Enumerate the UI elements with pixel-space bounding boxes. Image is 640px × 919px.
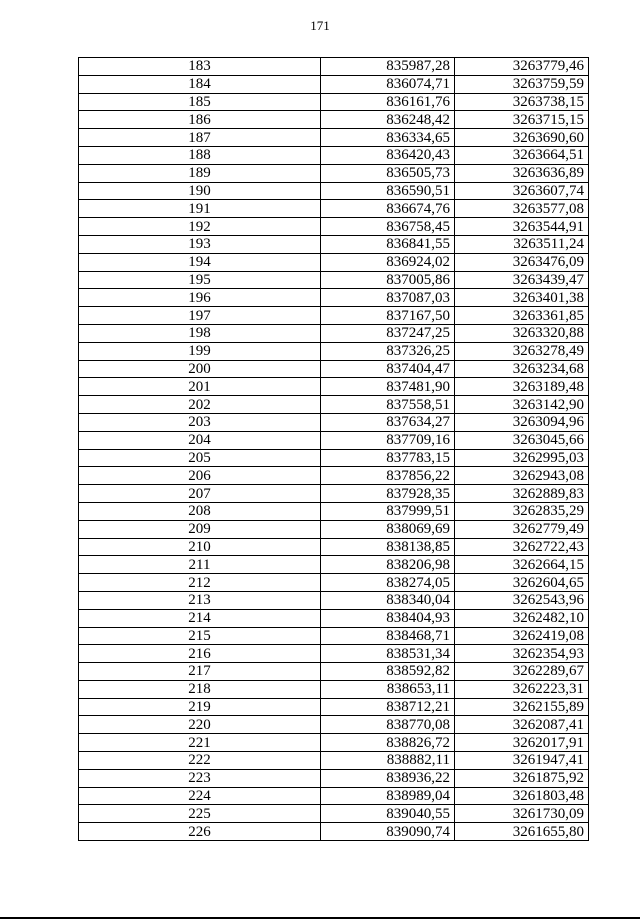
point-number-cell: 216 bbox=[79, 645, 321, 663]
table-row bbox=[79, 823, 589, 841]
table-row bbox=[79, 627, 589, 645]
x-coordinate-cell: 837326,25 bbox=[321, 342, 455, 360]
table-row bbox=[79, 378, 589, 396]
table-row bbox=[79, 787, 589, 805]
y-coordinate-cell: 3263636,89 bbox=[455, 164, 589, 182]
point-number-cell: 217 bbox=[79, 663, 321, 681]
x-coordinate-cell: 835987,28 bbox=[321, 58, 455, 76]
x-coordinate-cell: 839090,74 bbox=[321, 823, 455, 841]
table-row bbox=[79, 93, 589, 111]
table-row bbox=[79, 413, 589, 431]
table-row bbox=[79, 289, 589, 307]
table-row bbox=[79, 769, 589, 787]
y-coordinate-cell: 3263189,48 bbox=[455, 378, 589, 396]
x-coordinate-cell: 838340,04 bbox=[321, 591, 455, 609]
point-number-cell: 222 bbox=[79, 752, 321, 770]
x-coordinate-cell: 836334,65 bbox=[321, 129, 455, 147]
x-coordinate-cell: 836505,73 bbox=[321, 164, 455, 182]
table-row bbox=[79, 360, 589, 378]
table-row bbox=[79, 431, 589, 449]
y-coordinate-cell: 3262482,10 bbox=[455, 609, 589, 627]
table-row bbox=[79, 324, 589, 342]
x-coordinate-cell: 837005,86 bbox=[321, 271, 455, 289]
x-coordinate-cell: 838274,05 bbox=[321, 574, 455, 592]
y-coordinate-cell: 3262543,96 bbox=[455, 591, 589, 609]
y-coordinate-cell: 3263779,46 bbox=[455, 58, 589, 76]
point-number-cell: 189 bbox=[79, 164, 321, 182]
table-row bbox=[79, 609, 589, 627]
y-coordinate-cell: 3262017,91 bbox=[455, 734, 589, 752]
point-number-cell: 211 bbox=[79, 556, 321, 574]
x-coordinate-cell: 837087,03 bbox=[321, 289, 455, 307]
y-coordinate-cell: 3263278,49 bbox=[455, 342, 589, 360]
x-coordinate-cell: 836758,45 bbox=[321, 218, 455, 236]
x-coordinate-cell: 836420,43 bbox=[321, 146, 455, 164]
point-number-cell: 185 bbox=[79, 93, 321, 111]
table-row bbox=[79, 485, 589, 503]
point-number-cell: 186 bbox=[79, 111, 321, 129]
x-coordinate-cell: 838069,69 bbox=[321, 520, 455, 538]
point-number-cell: 187 bbox=[79, 129, 321, 147]
point-number-cell: 194 bbox=[79, 253, 321, 271]
y-coordinate-cell: 3262664,15 bbox=[455, 556, 589, 574]
y-coordinate-cell: 3261655,80 bbox=[455, 823, 589, 841]
table-row bbox=[79, 342, 589, 360]
table-row bbox=[79, 556, 589, 574]
y-coordinate-cell: 3263715,15 bbox=[455, 111, 589, 129]
coordinates-table bbox=[78, 57, 589, 841]
x-coordinate-cell: 837783,15 bbox=[321, 449, 455, 467]
point-number-cell: 198 bbox=[79, 324, 321, 342]
table-row bbox=[79, 111, 589, 129]
point-number-cell: 195 bbox=[79, 271, 321, 289]
y-coordinate-cell: 3262943,08 bbox=[455, 467, 589, 485]
x-coordinate-cell: 838712,21 bbox=[321, 698, 455, 716]
x-coordinate-cell: 836248,42 bbox=[321, 111, 455, 129]
table-row bbox=[79, 734, 589, 752]
point-number-cell: 190 bbox=[79, 182, 321, 200]
point-number-cell: 220 bbox=[79, 716, 321, 734]
x-coordinate-cell: 837856,22 bbox=[321, 467, 455, 485]
point-number-cell: 223 bbox=[79, 769, 321, 787]
table-row bbox=[79, 520, 589, 538]
y-coordinate-cell: 3262995,03 bbox=[455, 449, 589, 467]
x-coordinate-cell: 837404,47 bbox=[321, 360, 455, 378]
x-coordinate-cell: 836074,71 bbox=[321, 75, 455, 93]
table-row bbox=[79, 698, 589, 716]
point-number-cell: 206 bbox=[79, 467, 321, 485]
x-coordinate-cell: 837709,16 bbox=[321, 431, 455, 449]
x-coordinate-cell: 836590,51 bbox=[321, 182, 455, 200]
point-number-cell: 188 bbox=[79, 146, 321, 164]
y-coordinate-cell: 3263320,88 bbox=[455, 324, 589, 342]
table-row bbox=[79, 502, 589, 520]
table-row bbox=[79, 752, 589, 770]
y-coordinate-cell: 3263234,68 bbox=[455, 360, 589, 378]
y-coordinate-cell: 3263607,74 bbox=[455, 182, 589, 200]
y-coordinate-cell: 3262087,41 bbox=[455, 716, 589, 734]
coordinates-table-body bbox=[79, 58, 589, 841]
point-number-cell: 215 bbox=[79, 627, 321, 645]
x-coordinate-cell: 836924,02 bbox=[321, 253, 455, 271]
y-coordinate-cell: 3263439,47 bbox=[455, 271, 589, 289]
y-coordinate-cell: 3262289,67 bbox=[455, 663, 589, 681]
y-coordinate-cell: 3261730,09 bbox=[455, 805, 589, 823]
table-row bbox=[79, 218, 589, 236]
point-number-cell: 207 bbox=[79, 485, 321, 503]
table-row bbox=[79, 467, 589, 485]
table-row bbox=[79, 716, 589, 734]
table-row bbox=[79, 591, 589, 609]
table-row bbox=[79, 75, 589, 93]
table-row bbox=[79, 182, 589, 200]
x-coordinate-cell: 838653,11 bbox=[321, 680, 455, 698]
y-coordinate-cell: 3262155,89 bbox=[455, 698, 589, 716]
point-number-cell: 225 bbox=[79, 805, 321, 823]
x-coordinate-cell: 838206,98 bbox=[321, 556, 455, 574]
x-coordinate-cell: 838936,22 bbox=[321, 769, 455, 787]
table-row bbox=[79, 680, 589, 698]
point-number-cell: 208 bbox=[79, 502, 321, 520]
table-row bbox=[79, 574, 589, 592]
x-coordinate-cell: 838989,04 bbox=[321, 787, 455, 805]
y-coordinate-cell: 3262779,49 bbox=[455, 520, 589, 538]
x-coordinate-cell: 839040,55 bbox=[321, 805, 455, 823]
y-coordinate-cell: 3263401,38 bbox=[455, 289, 589, 307]
table-row bbox=[79, 58, 589, 76]
point-number-cell: 184 bbox=[79, 75, 321, 93]
table-row bbox=[79, 129, 589, 147]
y-coordinate-cell: 3262722,43 bbox=[455, 538, 589, 556]
y-coordinate-cell: 3263094,96 bbox=[455, 413, 589, 431]
point-number-cell: 191 bbox=[79, 200, 321, 218]
x-coordinate-cell: 838531,34 bbox=[321, 645, 455, 663]
y-coordinate-cell: 3262604,65 bbox=[455, 574, 589, 592]
x-coordinate-cell: 837167,50 bbox=[321, 307, 455, 325]
point-number-cell: 218 bbox=[79, 680, 321, 698]
table-row bbox=[79, 396, 589, 414]
table-row bbox=[79, 449, 589, 467]
x-coordinate-cell: 837247,25 bbox=[321, 324, 455, 342]
x-coordinate-cell: 836841,55 bbox=[321, 235, 455, 253]
x-coordinate-cell: 836161,76 bbox=[321, 93, 455, 111]
point-number-cell: 203 bbox=[79, 413, 321, 431]
x-coordinate-cell: 838468,71 bbox=[321, 627, 455, 645]
point-number-cell: 202 bbox=[79, 396, 321, 414]
y-coordinate-cell: 3262835,29 bbox=[455, 502, 589, 520]
point-number-cell: 196 bbox=[79, 289, 321, 307]
y-coordinate-cell: 3262419,08 bbox=[455, 627, 589, 645]
page-number: 171 bbox=[310, 18, 330, 33]
point-number-cell: 214 bbox=[79, 609, 321, 627]
x-coordinate-cell: 837558,51 bbox=[321, 396, 455, 414]
point-number-cell: 193 bbox=[79, 235, 321, 253]
table-row bbox=[79, 200, 589, 218]
y-coordinate-cell: 3263544,91 bbox=[455, 218, 589, 236]
point-number-cell: 219 bbox=[79, 698, 321, 716]
point-number-cell: 212 bbox=[79, 574, 321, 592]
y-coordinate-cell: 3262354,93 bbox=[455, 645, 589, 663]
y-coordinate-cell: 3263690,60 bbox=[455, 129, 589, 147]
point-number-cell: 200 bbox=[79, 360, 321, 378]
y-coordinate-cell: 3262223,31 bbox=[455, 680, 589, 698]
y-coordinate-cell: 3263361,85 bbox=[455, 307, 589, 325]
table-row bbox=[79, 146, 589, 164]
table-row bbox=[79, 253, 589, 271]
table-row bbox=[79, 663, 589, 681]
table-row bbox=[79, 538, 589, 556]
x-coordinate-cell: 837928,35 bbox=[321, 485, 455, 503]
table-row bbox=[79, 235, 589, 253]
x-coordinate-cell: 838770,08 bbox=[321, 716, 455, 734]
table-row bbox=[79, 271, 589, 289]
x-coordinate-cell: 836674,76 bbox=[321, 200, 455, 218]
table-row bbox=[79, 307, 589, 325]
y-coordinate-cell: 3263511,24 bbox=[455, 235, 589, 253]
point-number-cell: 199 bbox=[79, 342, 321, 360]
x-coordinate-cell: 838404,93 bbox=[321, 609, 455, 627]
y-coordinate-cell: 3263142,90 bbox=[455, 396, 589, 414]
y-coordinate-cell: 3263045,66 bbox=[455, 431, 589, 449]
point-number-cell: 183 bbox=[79, 58, 321, 76]
point-number-cell: 213 bbox=[79, 591, 321, 609]
y-coordinate-cell: 3262889,83 bbox=[455, 485, 589, 503]
point-number-cell: 192 bbox=[79, 218, 321, 236]
y-coordinate-cell: 3263476,09 bbox=[455, 253, 589, 271]
x-coordinate-cell: 838882,11 bbox=[321, 752, 455, 770]
y-coordinate-cell: 3263759,59 bbox=[455, 75, 589, 93]
point-number-cell: 197 bbox=[79, 307, 321, 325]
point-number-cell: 204 bbox=[79, 431, 321, 449]
y-coordinate-cell: 3261875,92 bbox=[455, 769, 589, 787]
x-coordinate-cell: 838826,72 bbox=[321, 734, 455, 752]
point-number-cell: 221 bbox=[79, 734, 321, 752]
point-number-cell: 226 bbox=[79, 823, 321, 841]
table-row bbox=[79, 164, 589, 182]
table-row bbox=[79, 805, 589, 823]
y-coordinate-cell: 3261947,41 bbox=[455, 752, 589, 770]
x-coordinate-cell: 837481,90 bbox=[321, 378, 455, 396]
point-number-cell: 224 bbox=[79, 787, 321, 805]
point-number-cell: 201 bbox=[79, 378, 321, 396]
x-coordinate-cell: 838592,82 bbox=[321, 663, 455, 681]
x-coordinate-cell: 837999,51 bbox=[321, 502, 455, 520]
y-coordinate-cell: 3263577,08 bbox=[455, 200, 589, 218]
y-coordinate-cell: 3261803,48 bbox=[455, 787, 589, 805]
point-number-cell: 205 bbox=[79, 449, 321, 467]
y-coordinate-cell: 3263664,51 bbox=[455, 146, 589, 164]
x-coordinate-cell: 837634,27 bbox=[321, 413, 455, 431]
point-number-cell: 210 bbox=[79, 538, 321, 556]
x-coordinate-cell: 838138,85 bbox=[321, 538, 455, 556]
point-number-cell: 209 bbox=[79, 520, 321, 538]
table-row bbox=[79, 645, 589, 663]
y-coordinate-cell: 3263738,15 bbox=[455, 93, 589, 111]
